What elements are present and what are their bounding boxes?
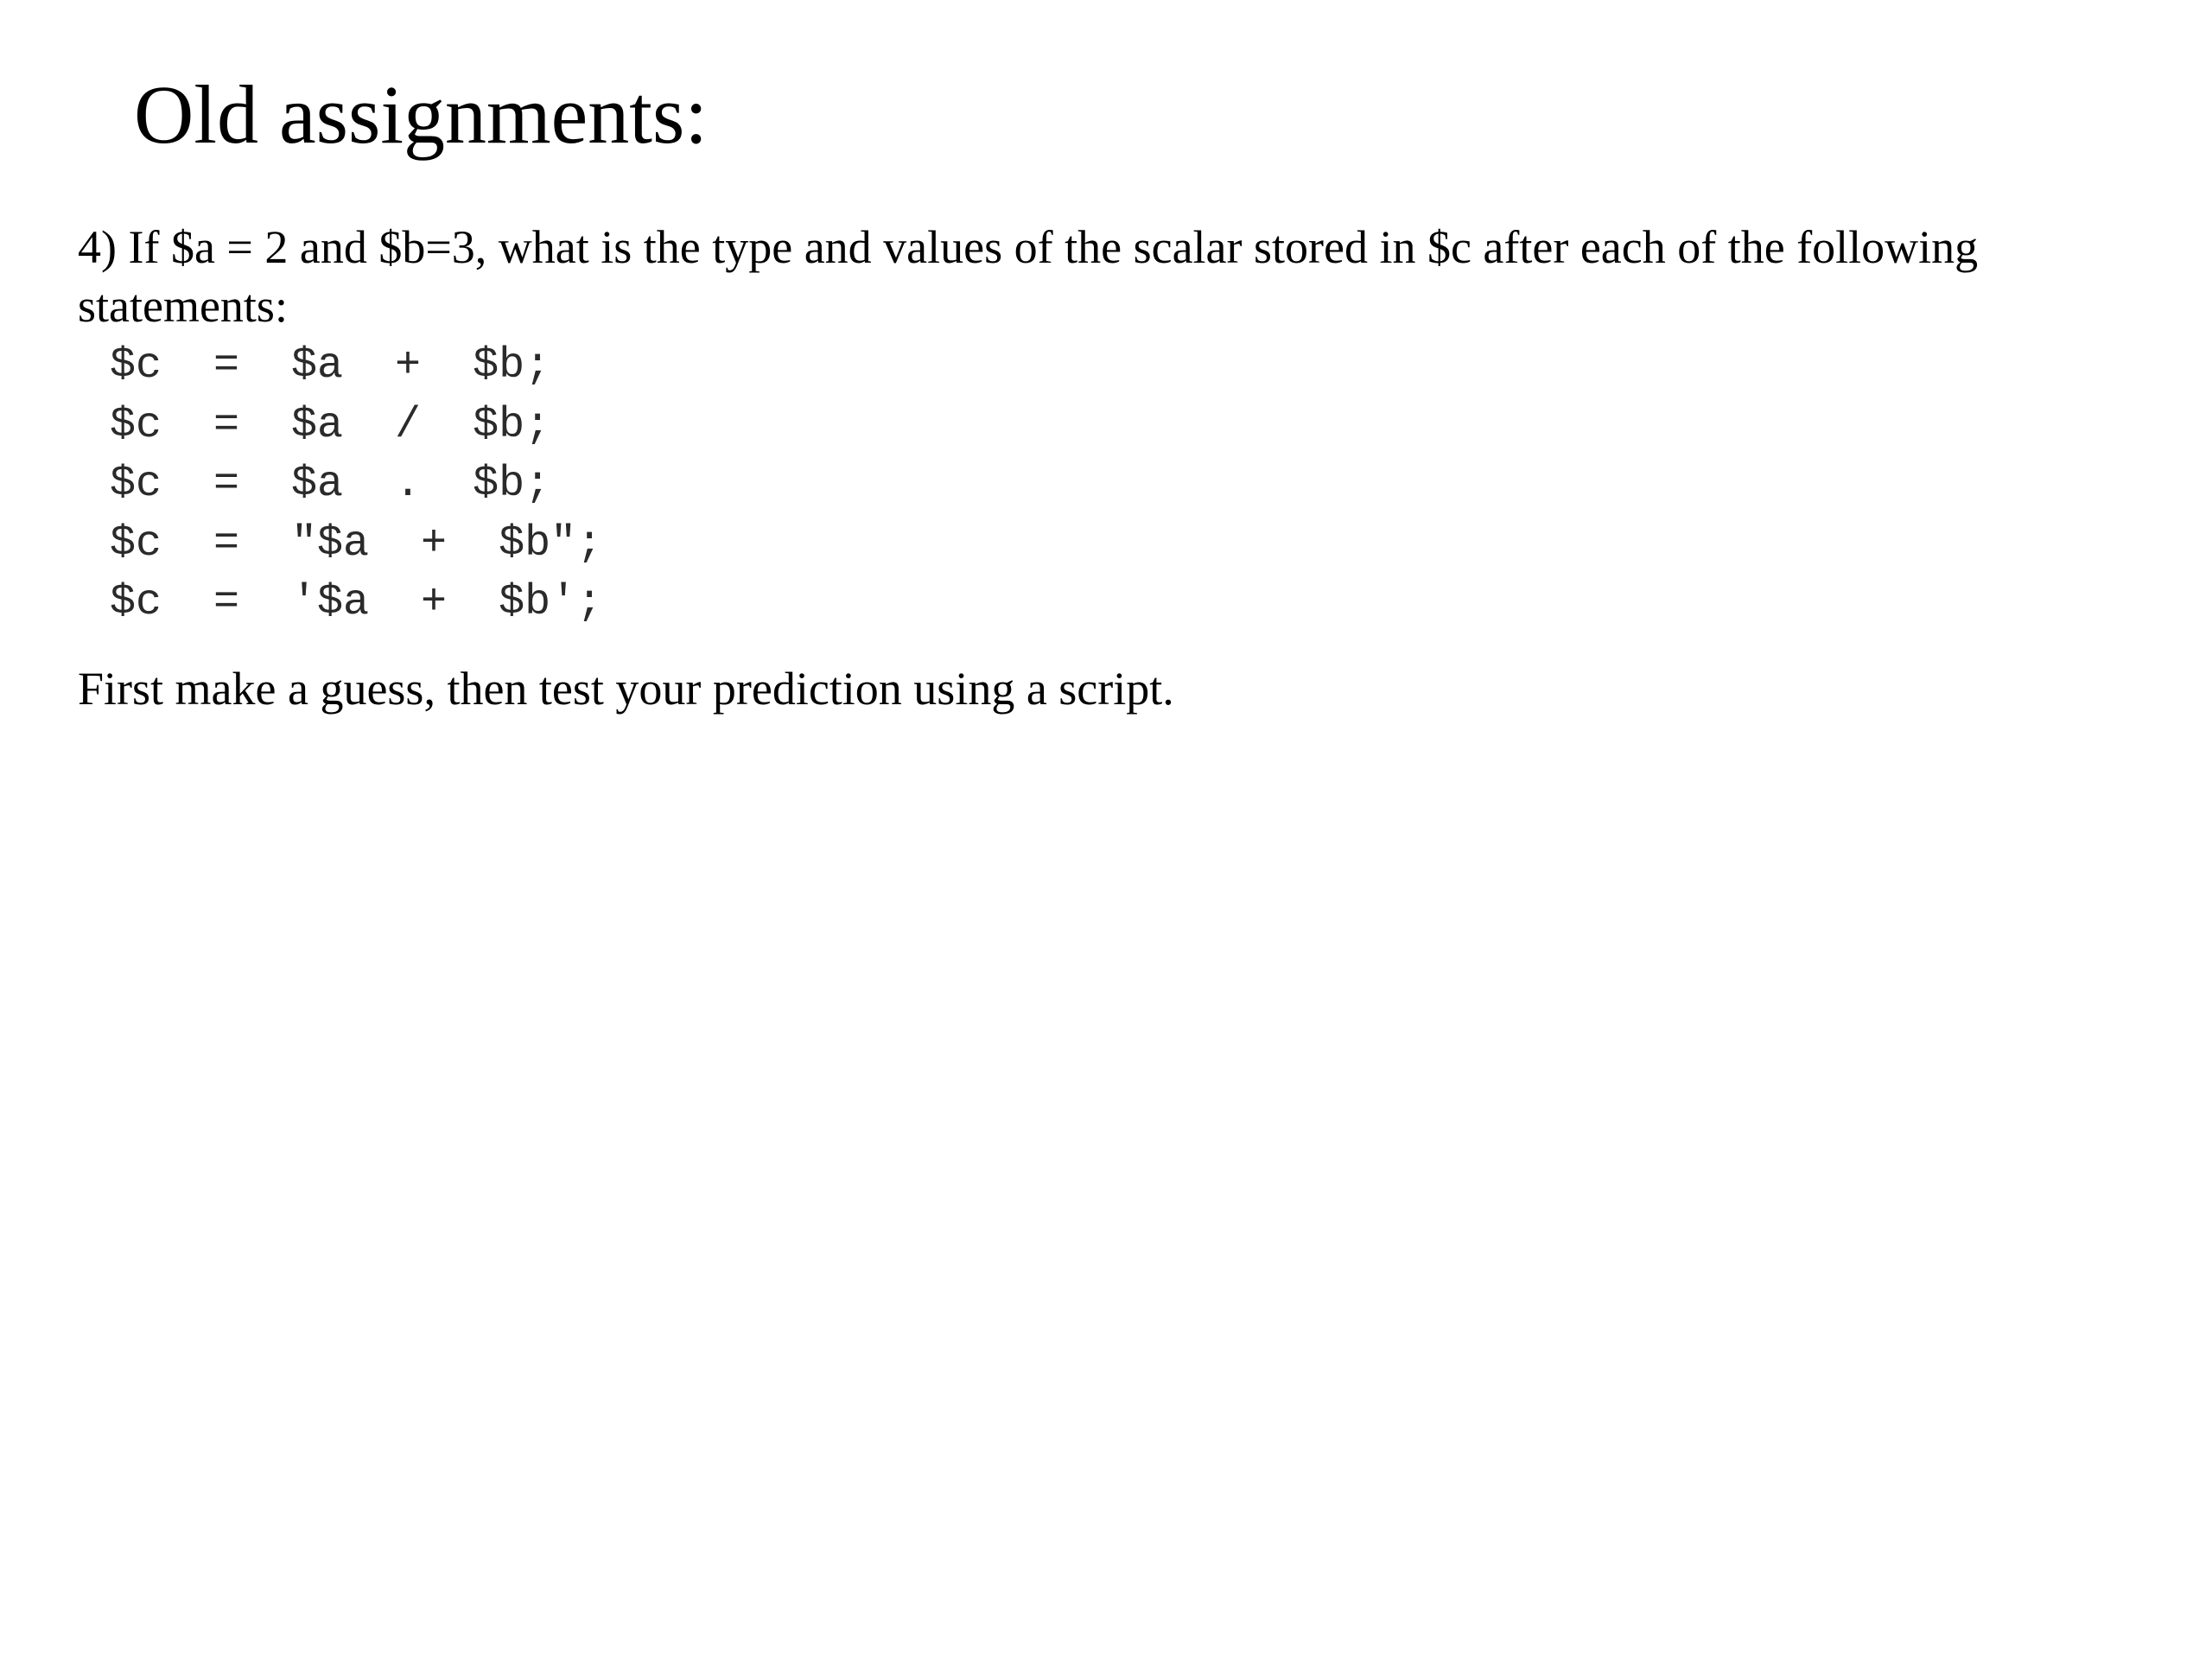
code-line: $c = "$a + $b"; [110, 518, 603, 569]
instruction-text: First make a guess, then test your prediction using a script. [78, 663, 1174, 715]
code-line: $c = '$a + $b'; [110, 578, 603, 627]
code-line: $c = $a . $b; [110, 460, 551, 509]
question-text: 4) If $a = 2 and $b=3, what is the type and values of the scalar stored in $c after each of the following statements: [78, 221, 1979, 332]
code-block [110, 337, 602, 633]
code-line: $c = $a + $b; [110, 341, 551, 391]
slide-title: Old assignments: [134, 68, 708, 161]
code-line: $c = $a / $b; [110, 400, 551, 450]
